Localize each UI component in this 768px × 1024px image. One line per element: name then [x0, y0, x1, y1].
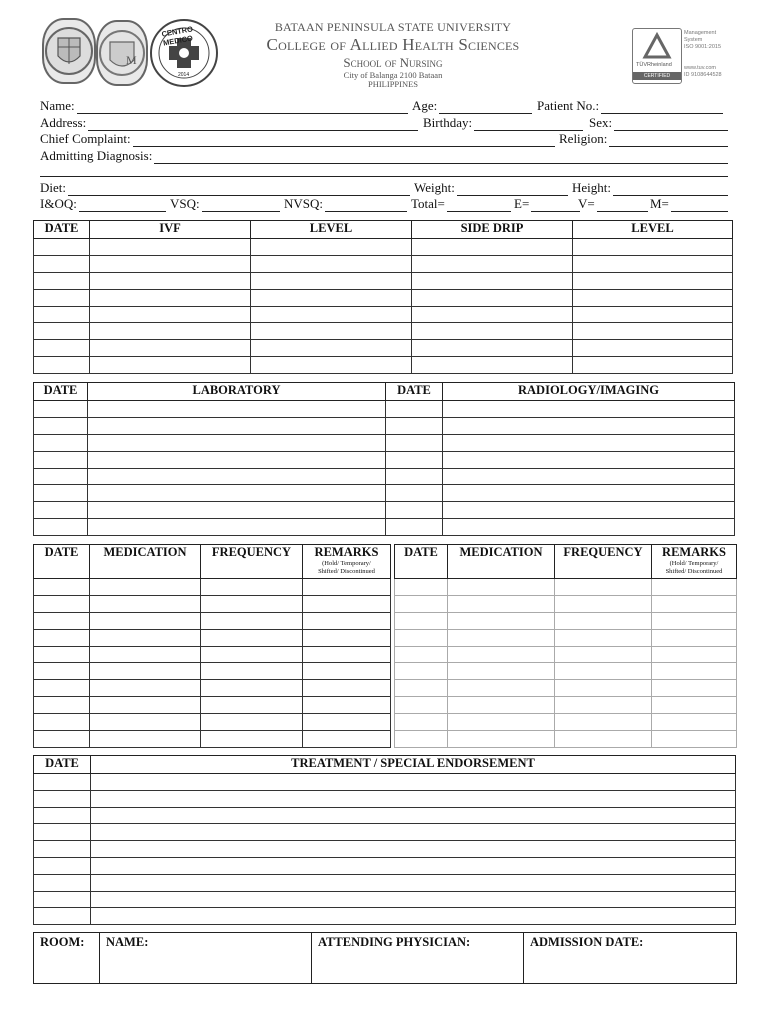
table-cell[interactable] [34, 663, 90, 680]
table-cell[interactable] [652, 680, 737, 697]
table-cell[interactable] [412, 340, 573, 357]
treatment-table-row [34, 857, 736, 874]
table-cell[interactable] [251, 306, 412, 323]
med2-header-frequency: FREQUENCY [555, 545, 652, 579]
table-cell[interactable] [90, 357, 251, 374]
row-intake-output [40, 196, 730, 212]
table-cell[interactable] [555, 697, 652, 714]
svg-text:M: M [126, 53, 137, 67]
medication-table-left [33, 544, 391, 748]
table-cell[interactable] [34, 468, 88, 485]
table-cell[interactable] [34, 731, 90, 748]
ivf-table-row [34, 239, 733, 256]
table-cell[interactable] [88, 468, 386, 485]
table-cell[interactable] [652, 595, 737, 612]
table-cell[interactable] [34, 579, 90, 596]
address-field[interactable]: Address: [40, 115, 418, 131]
ivf-table-row [34, 306, 733, 323]
table-cell[interactable] [34, 272, 90, 289]
table-cell[interactable] [573, 306, 733, 323]
table-cell[interactable] [34, 612, 90, 629]
footer-box [33, 932, 737, 984]
treatment-table-row [34, 891, 736, 908]
table-cell[interactable] [395, 629, 448, 646]
v-field[interactable]: V= [578, 196, 648, 212]
table-cell[interactable] [443, 451, 735, 468]
table-cell[interactable] [303, 680, 391, 697]
table-cell[interactable] [443, 401, 735, 418]
table-cell[interactable] [34, 323, 90, 340]
med-left-table-row [34, 731, 391, 748]
table-cell[interactable] [251, 255, 412, 272]
table-cell[interactable] [573, 323, 733, 340]
table-cell[interactable] [303, 595, 391, 612]
table-cell[interactable] [91, 841, 736, 858]
table-cell[interactable] [251, 289, 412, 306]
ivf-header-level-2: LEVEL [573, 221, 733, 239]
table-cell[interactable] [652, 697, 737, 714]
table-cell[interactable] [34, 485, 88, 502]
lab-table-row [34, 434, 735, 451]
centro-medico-logo [150, 19, 218, 87]
table-cell[interactable] [251, 340, 412, 357]
table-cell[interactable] [90, 239, 251, 256]
table-cell[interactable] [90, 579, 201, 596]
college-seal-logo [96, 20, 148, 86]
table-cell[interactable] [412, 357, 573, 374]
diagnosis-continuation-line[interactable] [40, 176, 728, 177]
table-cell[interactable] [303, 714, 391, 731]
table-cell[interactable] [443, 468, 735, 485]
table-cell[interactable] [201, 680, 303, 697]
table-cell[interactable] [201, 629, 303, 646]
row-name [40, 98, 730, 114]
table-cell[interactable] [91, 774, 736, 791]
table-cell[interactable] [34, 434, 88, 451]
med2-header-date: DATE [395, 545, 448, 579]
table-cell[interactable] [91, 874, 736, 891]
table-cell[interactable] [412, 289, 573, 306]
table-cell[interactable] [88, 417, 386, 434]
treatment-table-row [34, 774, 736, 791]
table-cell[interactable] [303, 663, 391, 680]
table-cell[interactable] [90, 306, 251, 323]
table-cell[interactable] [443, 434, 735, 451]
weight-field[interactable]: Weight: [414, 180, 568, 196]
table-cell[interactable] [34, 239, 90, 256]
ivf-table-row [34, 340, 733, 357]
ivf-table-row [34, 272, 733, 289]
table-cell[interactable] [34, 629, 90, 646]
table-cell[interactable] [555, 579, 652, 596]
med-right-table-row [395, 697, 737, 714]
school-name: School of Nursing [343, 55, 443, 70]
table-cell[interactable] [201, 714, 303, 731]
table-cell[interactable] [555, 663, 652, 680]
med-right-table-row [395, 663, 737, 680]
table-cell[interactable] [395, 697, 448, 714]
table-cell[interactable] [443, 417, 735, 434]
table-cell[interactable] [395, 579, 448, 596]
religion-field[interactable]: Religion: [559, 131, 728, 147]
table-cell[interactable] [443, 485, 735, 502]
table-cell[interactable] [448, 595, 555, 612]
admitting-diagnosis-field[interactable]: Admitting Diagnosis: [40, 148, 728, 164]
iso-certification-badge [632, 28, 682, 84]
table-cell[interactable] [386, 434, 443, 451]
ivf-table-row [34, 289, 733, 306]
total-field[interactable]: Total= [411, 196, 511, 212]
table-cell[interactable] [34, 908, 91, 925]
ivf-table-row [34, 255, 733, 272]
ivf-header-side-drip: SIDE DRIP [412, 221, 573, 239]
table-cell[interactable] [448, 714, 555, 731]
table-cell[interactable] [443, 502, 735, 519]
table-cell[interactable] [448, 731, 555, 748]
cert-label: CERTIFIED [633, 72, 681, 80]
table-cell[interactable] [448, 579, 555, 596]
lab-table-row [34, 485, 735, 502]
room-cell[interactable]: ROOM: [34, 933, 100, 983]
table-cell[interactable] [573, 239, 733, 256]
table-cell[interactable] [90, 680, 201, 697]
age-field[interactable]: Age: [412, 98, 532, 114]
table-cell[interactable] [90, 612, 201, 629]
ivf-table-row [34, 323, 733, 340]
med-left-table-row [34, 697, 391, 714]
lab-table-row [34, 502, 735, 519]
table-cell[interactable] [34, 841, 91, 858]
ivf-header-level: LEVEL [251, 221, 412, 239]
treatment-table-row [34, 807, 736, 824]
table-cell[interactable] [88, 401, 386, 418]
patient-no-field[interactable]: Patient No.: [537, 98, 723, 114]
table-cell[interactable] [90, 340, 251, 357]
table-cell[interactable] [303, 646, 391, 663]
row-diagnosis [40, 148, 730, 164]
table-cell[interactable] [34, 357, 90, 374]
table-cell[interactable] [201, 731, 303, 748]
table-cell[interactable] [303, 579, 391, 596]
table-cell[interactable] [386, 401, 443, 418]
med2-header-medication: MEDICATION [448, 545, 555, 579]
m-field[interactable]: M= [650, 196, 728, 212]
table-cell[interactable] [395, 731, 448, 748]
vsq-field[interactable]: VSQ: [170, 196, 280, 212]
med-left-table-row [34, 595, 391, 612]
treatment-table-row [34, 874, 736, 891]
table-cell[interactable] [88, 485, 386, 502]
cert-brand: TÜVRheinland [636, 62, 672, 68]
table-cell[interactable] [34, 891, 91, 908]
table-cell[interactable] [251, 357, 412, 374]
table-cell[interactable] [251, 272, 412, 289]
med-right-table-row [395, 579, 737, 596]
row-complaint [40, 131, 730, 147]
table-cell[interactable] [34, 451, 88, 468]
table-cell[interactable] [303, 612, 391, 629]
medication-table-right [394, 544, 737, 748]
treatment-table-row [34, 908, 736, 925]
table-cell[interactable] [90, 714, 201, 731]
chief-complaint-field[interactable]: Chief Complaint: [40, 131, 555, 147]
table-cell[interactable] [303, 629, 391, 646]
country-text: PHILIPPINES [367, 79, 419, 89]
name-field[interactable]: Name: [40, 98, 408, 114]
table-cell[interactable] [201, 612, 303, 629]
med-header-date: DATE [34, 545, 90, 579]
table-cell[interactable] [90, 289, 251, 306]
table-cell[interactable] [652, 731, 737, 748]
shield-icon [44, 20, 94, 82]
caduceus-icon [98, 22, 146, 84]
table-cell[interactable] [386, 502, 443, 519]
table-cell[interactable] [412, 255, 573, 272]
table-cell[interactable] [573, 340, 733, 357]
table-cell[interactable] [555, 731, 652, 748]
ivf-table-row [34, 357, 733, 374]
laboratory-table [33, 382, 735, 536]
table-cell[interactable] [88, 519, 386, 536]
table-cell[interactable] [555, 595, 652, 612]
table-cell[interactable] [652, 629, 737, 646]
table-cell[interactable] [34, 790, 91, 807]
table-cell[interactable] [91, 790, 736, 807]
table-cell[interactable] [251, 239, 412, 256]
table-cell[interactable] [443, 519, 735, 536]
ivf-header-date: DATE [34, 221, 90, 239]
table-cell[interactable] [652, 714, 737, 731]
table-cell[interactable] [34, 874, 91, 891]
table-cell[interactable] [652, 612, 737, 629]
table-cell[interactable] [386, 485, 443, 502]
table-cell[interactable] [90, 255, 251, 272]
ioq-field[interactable]: I&OQ: [40, 196, 166, 212]
table-cell[interactable] [90, 697, 201, 714]
table-cell[interactable] [90, 731, 201, 748]
table-cell[interactable] [34, 774, 91, 791]
lab-header-laboratory: LABORATORY [88, 383, 386, 401]
table-cell[interactable] [34, 646, 90, 663]
university-seal-logo [42, 18, 96, 84]
med-right-table-row [395, 612, 737, 629]
med-left-table-row [34, 612, 391, 629]
table-cell[interactable] [201, 663, 303, 680]
table-cell[interactable] [395, 714, 448, 731]
e-field[interactable]: E= [514, 196, 580, 212]
treatment-table-row [34, 841, 736, 858]
table-cell[interactable] [412, 272, 573, 289]
med-header-medication: MEDICATION [90, 545, 201, 579]
lab-table-row [34, 468, 735, 485]
table-cell[interactable] [201, 579, 303, 596]
treatment-header-endorsement: TREATMENT / SPECIAL ENDORSEMENT [91, 756, 736, 774]
table-cell[interactable] [91, 824, 736, 841]
table-cell[interactable] [448, 680, 555, 697]
table-cell[interactable] [412, 239, 573, 256]
table-cell[interactable] [34, 680, 90, 697]
sex-field[interactable]: Sex: [589, 115, 728, 131]
med-right-table-row [395, 646, 737, 663]
table-cell[interactable] [88, 502, 386, 519]
table-cell[interactable] [386, 451, 443, 468]
med-left-table-row [34, 579, 391, 596]
table-cell[interactable] [90, 663, 201, 680]
treatment-table [33, 755, 736, 925]
table-cell[interactable] [201, 595, 303, 612]
ivf-header-ivf: IVF [90, 221, 251, 239]
college-name: College of Allied Health Sciences [266, 35, 520, 54]
treatment-table-row [34, 824, 736, 841]
table-cell[interactable] [34, 340, 90, 357]
table-cell[interactable] [386, 468, 443, 485]
med-header-remarks: REMARKS (Hold/ Temporary/ Shifted/ Discontinued [303, 545, 391, 579]
med-left-table-row [34, 646, 391, 663]
med-left-table-row [34, 680, 391, 697]
table-cell[interactable] [90, 272, 251, 289]
table-cell[interactable] [34, 519, 88, 536]
lab-table-row [34, 519, 735, 536]
table-cell[interactable] [448, 697, 555, 714]
med-right-table-row [395, 595, 737, 612]
table-cell[interactable] [34, 807, 91, 824]
table-cell[interactable] [34, 502, 88, 519]
table-cell[interactable] [652, 579, 737, 596]
table-cell[interactable] [90, 629, 201, 646]
table-cell[interactable] [448, 629, 555, 646]
table-cell[interactable] [90, 323, 251, 340]
lab-header-radiology: RADIOLOGY/IMAGING [443, 383, 735, 401]
table-cell[interactable] [201, 646, 303, 663]
table-cell[interactable] [555, 629, 652, 646]
med2-header-remarks: REMARKS (Hold/ Temporary/ Shifted/ Discontinued [652, 545, 737, 579]
footer-name-cell[interactable]: NAME: [100, 933, 312, 983]
treatment-table-row [34, 790, 736, 807]
table-cell[interactable] [91, 807, 736, 824]
table-cell[interactable] [34, 824, 91, 841]
table-cell[interactable] [34, 401, 88, 418]
table-cell[interactable] [34, 417, 88, 434]
row-address [40, 115, 730, 131]
table-cell[interactable] [448, 612, 555, 629]
med-right-table-row [395, 731, 737, 748]
letterhead [248, 20, 538, 89]
table-cell[interactable] [448, 646, 555, 663]
table-cell[interactable] [395, 663, 448, 680]
table-cell[interactable] [555, 612, 652, 629]
med-right-table-row [395, 629, 737, 646]
table-cell[interactable] [412, 306, 573, 323]
table-cell[interactable] [386, 417, 443, 434]
ivf-table [33, 220, 733, 374]
table-cell[interactable] [573, 255, 733, 272]
lab-table-row [34, 401, 735, 418]
table-cell[interactable] [386, 519, 443, 536]
table-cell[interactable] [555, 646, 652, 663]
row-diet [40, 180, 730, 196]
table-cell[interactable] [395, 680, 448, 697]
table-cell[interactable] [573, 357, 733, 374]
table-cell[interactable] [303, 731, 391, 748]
table-cell[interactable] [91, 908, 736, 925]
seal-text: CENTRO MEDICO [160, 24, 194, 48]
table-cell[interactable] [34, 595, 90, 612]
lab-table-row [34, 451, 735, 468]
med-right-table-row [395, 680, 737, 697]
table-cell[interactable] [652, 646, 737, 663]
table-cell[interactable] [251, 323, 412, 340]
lab-header-date: DATE [34, 383, 88, 401]
treatment-header-date: DATE [34, 756, 91, 774]
med-right-table-row [395, 714, 737, 731]
table-cell[interactable] [90, 595, 201, 612]
table-cell[interactable] [395, 646, 448, 663]
height-field[interactable]: Height: [572, 180, 728, 196]
nvsq-field[interactable]: NVSQ: [284, 196, 407, 212]
table-cell[interactable] [412, 323, 573, 340]
table-cell[interactable] [303, 697, 391, 714]
table-cell[interactable] [201, 697, 303, 714]
lab-header-date-2: DATE [386, 383, 443, 401]
table-cell[interactable] [34, 306, 90, 323]
table-cell[interactable] [91, 857, 736, 874]
table-cell[interactable] [34, 255, 90, 272]
city-text: City of Balanga 2100 Bataan [343, 70, 443, 80]
med-left-table-row [34, 629, 391, 646]
table-cell[interactable] [395, 595, 448, 612]
diet-field[interactable]: Diet: [40, 180, 410, 196]
lab-table-row [34, 417, 735, 434]
table-cell[interactable] [448, 663, 555, 680]
table-cell[interactable] [34, 857, 91, 874]
table-cell[interactable] [90, 646, 201, 663]
med-left-table-row [34, 714, 391, 731]
med-left-table-row [34, 663, 391, 680]
seal-year: 2014 [178, 72, 190, 78]
table-cell[interactable] [34, 714, 90, 731]
table-cell[interactable] [91, 891, 736, 908]
table-cell[interactable] [88, 434, 386, 451]
university-name: BATAAN PENINSULA STATE UNIVERSITY [274, 20, 512, 34]
table-cell[interactable] [555, 680, 652, 697]
cert-text: Management System ISO 9001:2015 www.tuv.com ID 9108644528 [684, 30, 722, 78]
table-cell[interactable] [88, 451, 386, 468]
med-header-frequency: FREQUENCY [201, 545, 303, 579]
table-cell[interactable] [34, 697, 90, 714]
table-cell[interactable] [34, 289, 90, 306]
admission-date-cell[interactable]: ADMISSION DATE: [530, 935, 644, 949]
table-cell[interactable] [573, 272, 733, 289]
table-cell[interactable] [395, 612, 448, 629]
table-cell[interactable] [652, 663, 737, 680]
birthday-field[interactable]: Birthday: [423, 115, 583, 131]
table-cell[interactable] [573, 289, 733, 306]
attending-physician-cell[interactable]: ATTENDING PHYSICIAN: [312, 933, 524, 983]
table-cell[interactable] [555, 714, 652, 731]
